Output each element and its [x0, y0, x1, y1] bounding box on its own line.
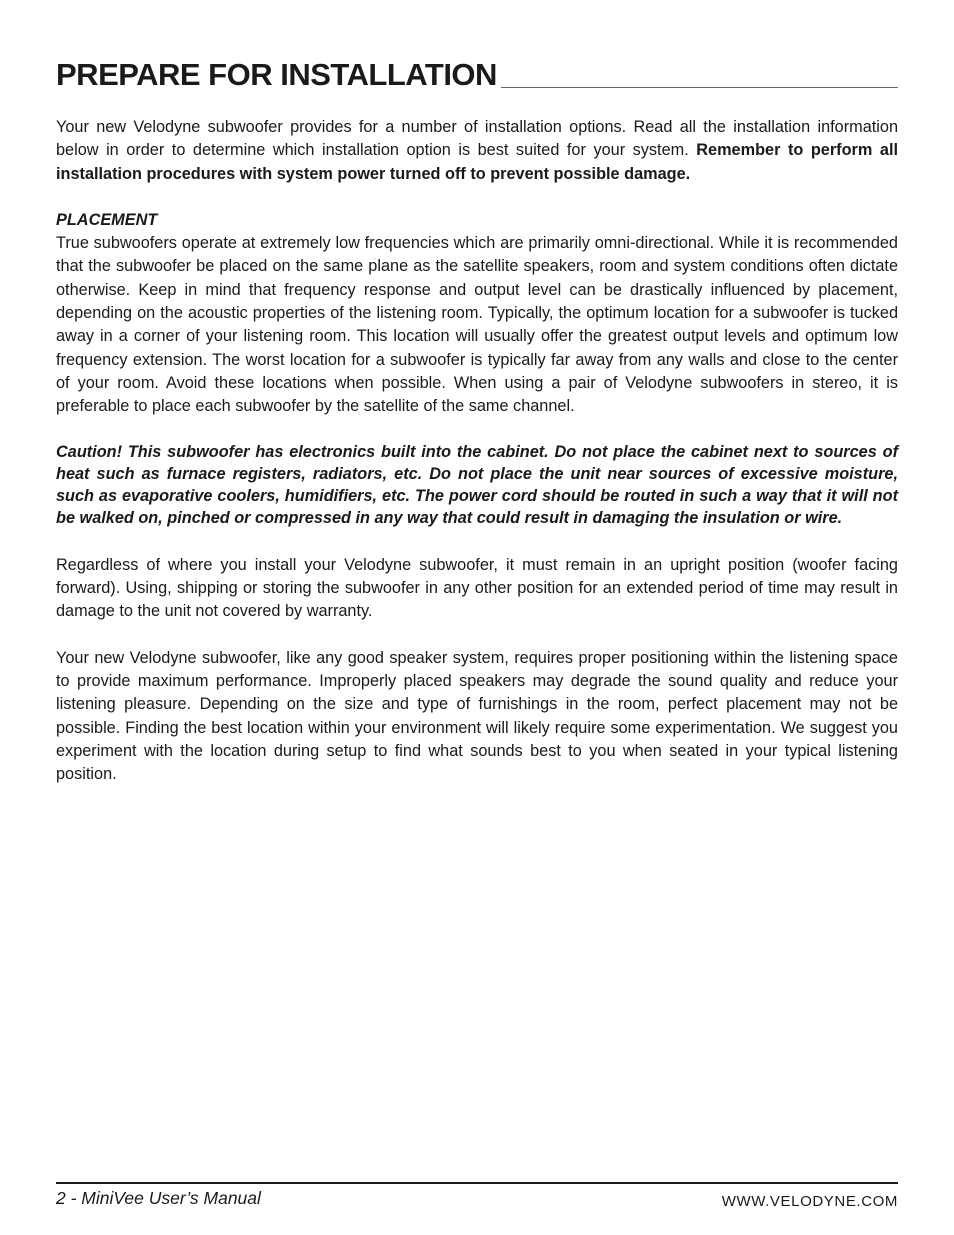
placement-heading: PLACEMENT [56, 210, 158, 229]
page-title: PREPARE FOR INSTALLATION [56, 55, 501, 95]
caution-paragraph: Caution! This subwoofer has electronics built into the cabinet. Do not place the cabinet next to sources of heat such as furnace registers, radiators, etc. Do not place the unit near sources of excessive moisture, such as evaporative coolers, humidifiers, etc. The power cord should be routed in such a way that it will not be walked on, pinched or compressed in any way that could result in damaging the insulation or wire. [56, 442, 898, 528]
page-content [56, 116, 898, 786]
manual-page [56, 0, 898, 1235]
intro-text: Your new Velodyne subwoofer provides for a number of installation options. Read all the installation information below in order to determine which installation option is best suited for your system. [56, 118, 898, 160]
orientation-paragraph: Regardless of where you install your Velodyne subwoofer, it must remain in an upright position (woofer facing forward). Using, shipping or storing the subwoofer in any other position for an extended period of time may result in damage to the unit not covered by warranty. [56, 555, 898, 621]
intro-warning: Remember to perform all installation procedures with system power turned off to prevent possible damage. [56, 141, 898, 183]
intro-paragraph [56, 116, 898, 186]
footer-website: WWW.VELODYNE.COM [721, 1193, 898, 1210]
footer-divider [56, 1182, 898, 1184]
placement-paragraph: True subwoofers operate at extremely low frequencies which are primarily omni-directional. While it is recommended that the subwoofer be placed on the same plane as the satellite speakers, room and system conditions often dictate otherwise. Keep in mind that frequency response and output level can be drastically influenced by placement, depending on the acoustic properties of the listening room. Typically, the optimum location for a subwoofer is tucked away in a corner of your listening room. This location will usually offer the greatest output levels and optimum low frequency extension. The worst location for a subwoofer is typically far away from any walls and close to the center of your room. Avoid these locations when possible. When using a pair of Velodyne subwoofers in stereo, it is preferable to place each subwoofer by the satellite of the same channel. [56, 234, 898, 416]
positioning-paragraph: Your new Velodyne subwoofer, like any good speaker system, requires proper positioning within the listening space to provide maximum performance. Improperly placed speakers may degrade the sound quality and reduce your listening pleasure. Depending on the size and type of furnishings in the room, perfect placement may not be possible. Finding the best location within your environment will likely require some experimentation. We suggest you experiment with the location during setup to find what sounds best to you when seated in your typical listening position. [56, 648, 898, 784]
footer-page-label: 2 - MiniVee User’s Manual [56, 1188, 261, 1208]
title-row [56, 55, 898, 92]
